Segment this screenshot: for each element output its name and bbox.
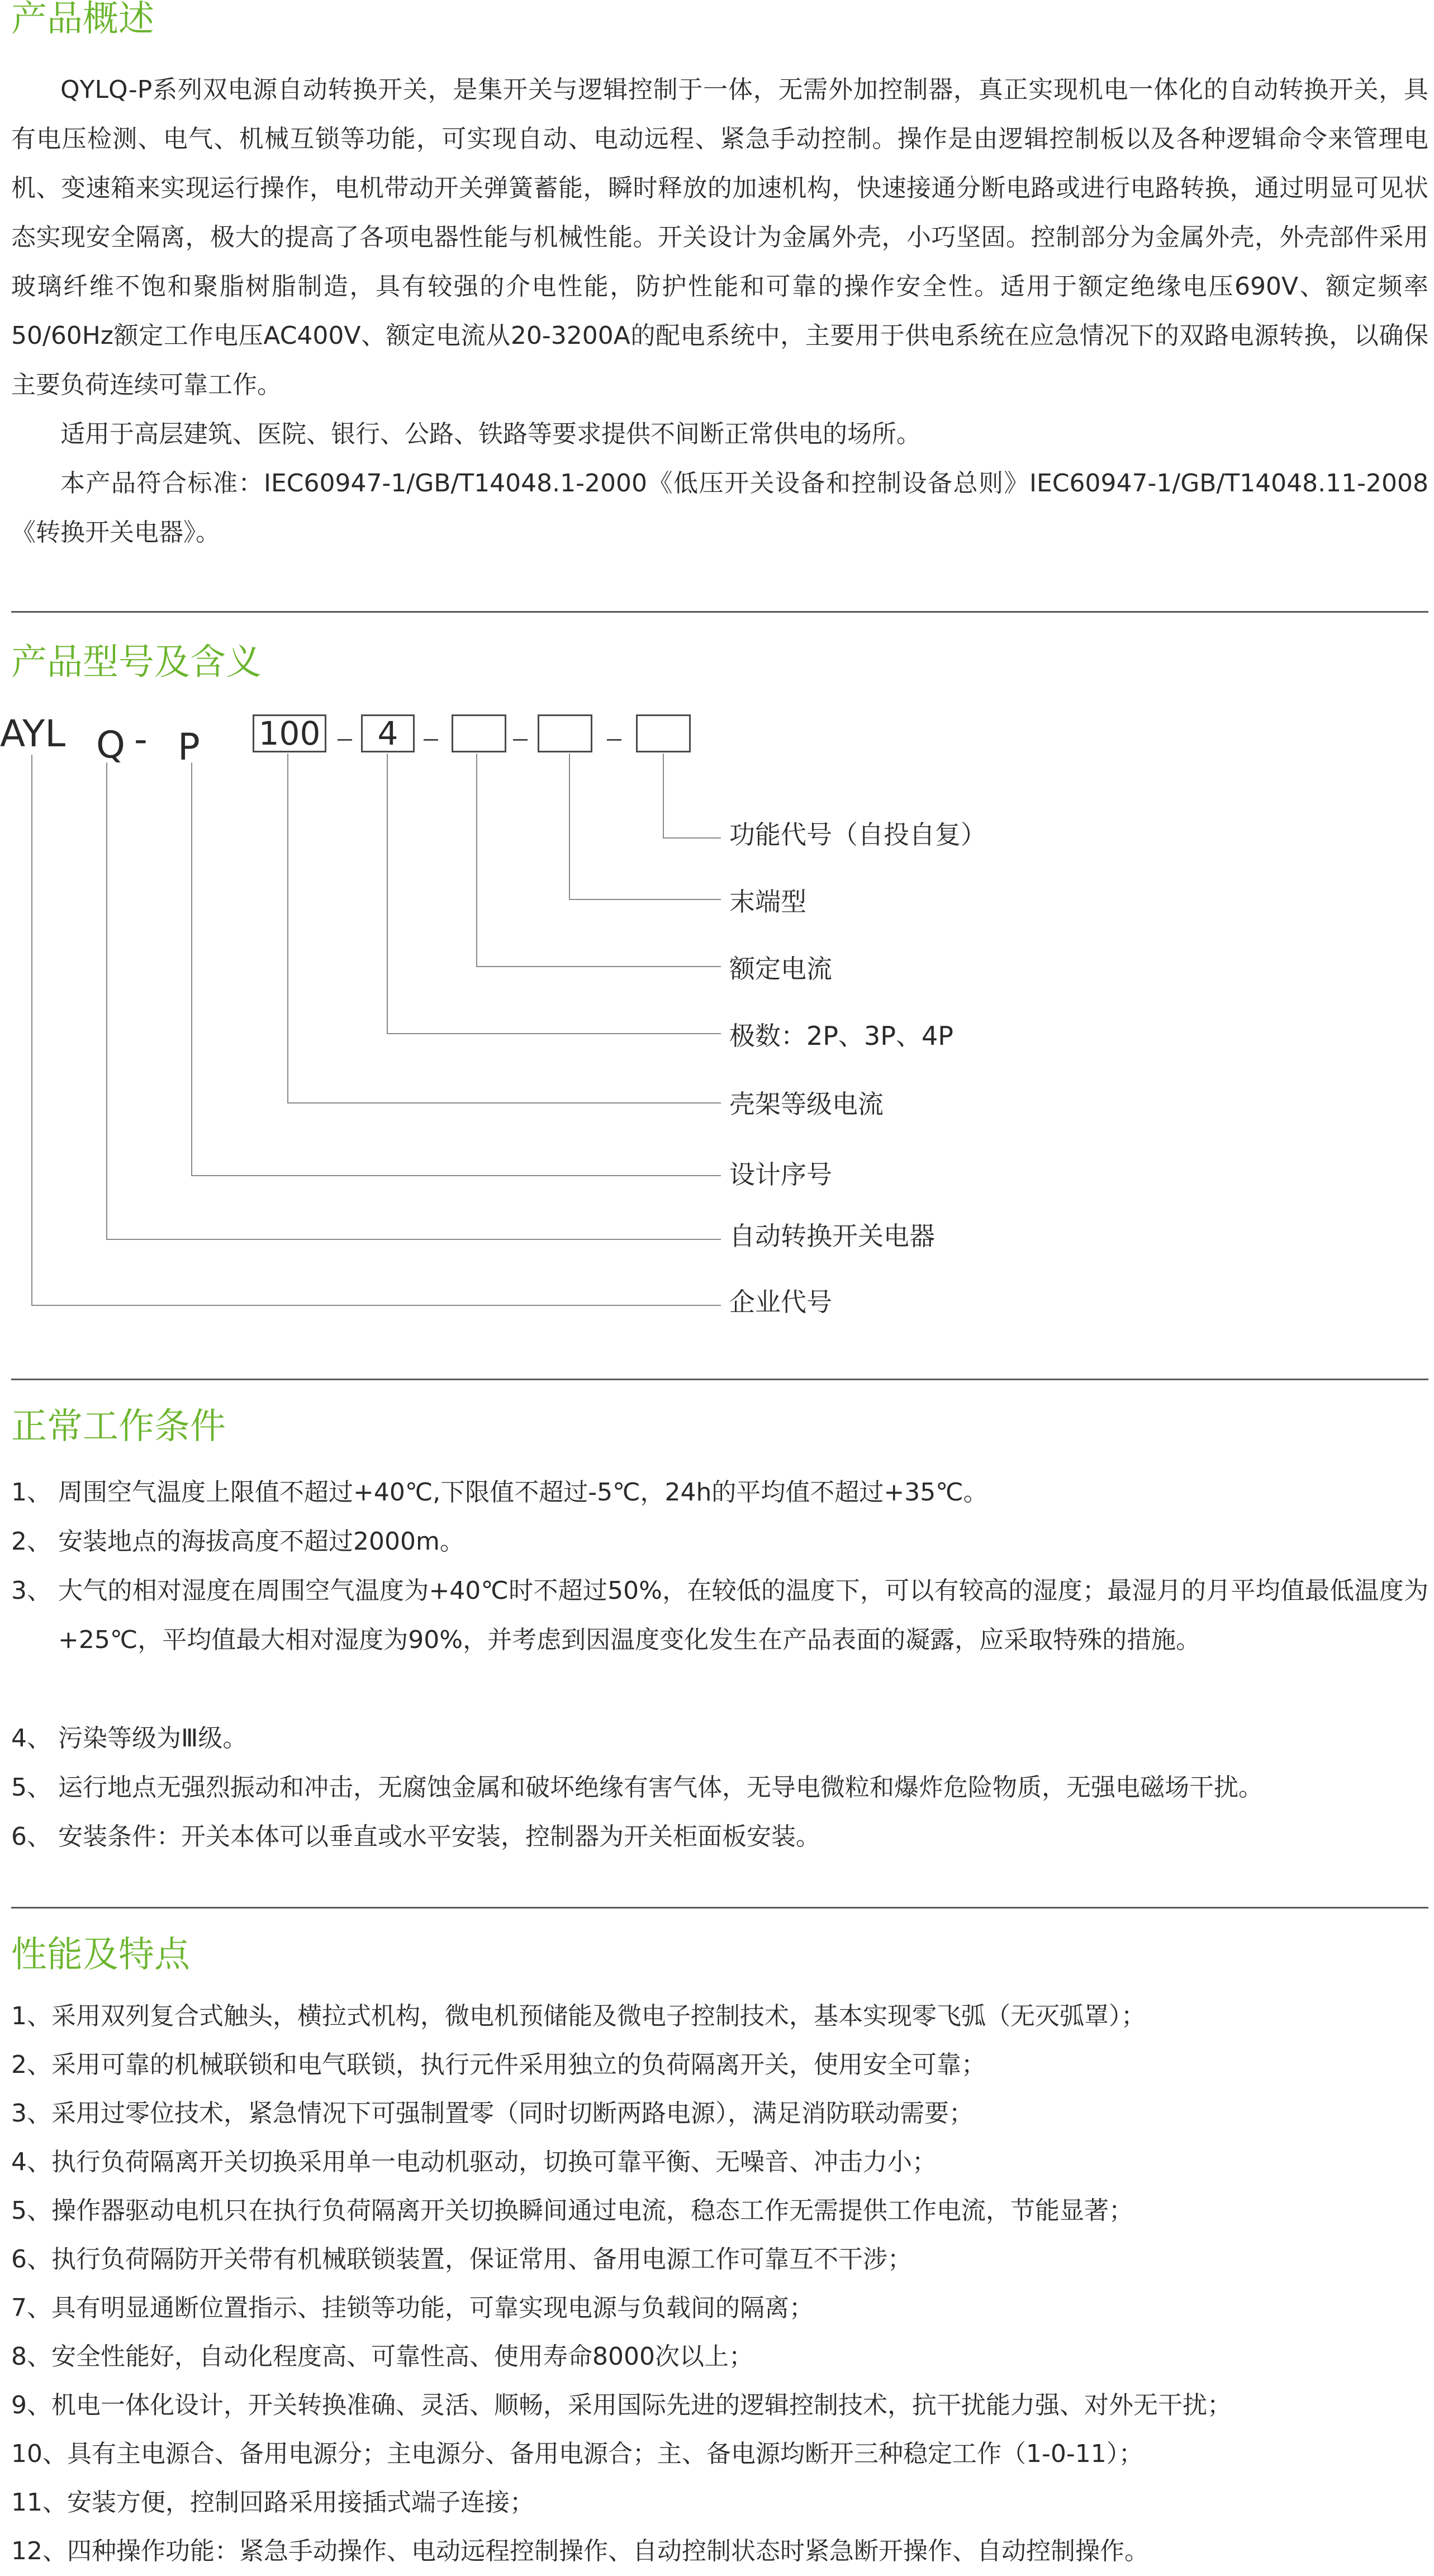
- code-q: Q: [96, 723, 125, 766]
- leader-company-v: [31, 755, 32, 1305]
- leader-terminal-h: [569, 899, 721, 900]
- feature-item: 6、执行负荷隔防开关带有机械联锁装置，保证常用、备用电源工作可靠互不干涉；: [11, 2245, 912, 2274]
- label-frame-current: 壳架等级电流: [729, 1089, 884, 1119]
- leader-terminal-v: [569, 754, 570, 899]
- label-poles: 极数：2P、3P、4P: [729, 1021, 954, 1051]
- section-title-overview: 产品概述: [11, 0, 154, 40]
- feature-item: 8、安全性能好，自动化程度高、可靠性高、使用寿命8000次以上；: [11, 2342, 753, 2371]
- section-divider: [11, 1379, 1428, 1380]
- feature-item: 11、安装方便，控制回路采用接插式端子连接；: [11, 2488, 534, 2517]
- label-design-serial: 设计序号: [729, 1159, 832, 1190]
- feature-item: 1、采用双列复合式触头，横拉式机构，微电机预储能及微电子控制技术，基本实现零飞弧（无灭弧罩）；: [11, 2002, 1146, 2030]
- overview-paragraph-2: 适用于高层建筑、医院、银行、公路、铁路等要求提供不间断正常供电的场所。: [60, 420, 921, 448]
- code-dash-2: [424, 739, 438, 741]
- condition-item: 4、 污染等级为Ⅲ级。: [11, 1724, 248, 1753]
- code-box-rated-current: [452, 714, 506, 752]
- code-dash-3: [513, 739, 528, 741]
- leader-function-h: [663, 837, 721, 839]
- leader-frame-current-h: [287, 1102, 721, 1104]
- section-divider: [11, 1907, 1428, 1909]
- condition-item: 1、 周围空气温度上限值不超过+40℃,下限值不超过-5℃，24h的平均值不超过+35℃。: [11, 1478, 988, 1507]
- code-dash: -: [134, 718, 148, 761]
- overview-paragraph-3: 本产品符合标准：IEC60947-1/GB/T14048.1-2000《低压开关设备和控制设备总则》IEC60947-1/GB/T14048.11-2008《转换开关电器》。: [11, 469, 1428, 547]
- section-divider: [11, 611, 1428, 613]
- code-dash-4: [607, 739, 621, 741]
- leader-function-v: [663, 754, 664, 837]
- feature-item: 4、执行负荷隔离开关切换采用单一电动机驱动，切换可靠平衡、无噪音、冲击力小；: [11, 2148, 937, 2176]
- label-rated-current: 额定电流: [729, 954, 832, 984]
- section-title-model: 产品型号及含义: [11, 642, 262, 683]
- code-box-poles: 4: [361, 714, 415, 752]
- feature-item: 3、采用过零位技术，紧急情况下可强制置零（同时切断两路电源），满足消防联动需要；: [11, 2099, 974, 2128]
- code-box-function: [636, 714, 691, 752]
- label-function-code: 功能代号（自投自复）: [729, 820, 986, 850]
- leader-company-h: [31, 1305, 721, 1306]
- overview-paragraph-1: QYLQ-P系列双电源自动转换开关，是集开关与逻辑控制于一体，无需外加控制器，真正实现机电一体化的自动转换开关，具有电压检测、电气、机械互锁等功能，可实现自动、电动远程、紧急手动控制。操作是由逻辑控制板以及各种逻辑命令来管理电机、变速箱来实现运行操作，电机带动开关弹簧蓄能，瞬时释放的加速机构，快速接通分断电路或进行电路转换，通过明显可见状态实现安全隔离，极大的提高了各项电器性能与机械性能。开关设计为金属外壳，小巧坚固。控制部分为金属外壳，外壳部件采用玻璃纤维不饱和聚脂树脂制造，具有较强的介电性能，防护性能和可靠的操作安全性。适用于额定绝缘电压690V、额定频率50/60Hz额定工作电压AC400V、额定电流从20-3200A的配电系统中，主要用于供电系统在应急情况下的双路电源转换，以确保主要负荷连续可靠工作。: [11, 75, 1428, 399]
- code-prefix: AYL: [0, 712, 66, 755]
- condition-item: 3、 大气的相对湿度在周围空气温度为+40℃时不超过50%，在较低的温度下，可以有较高的湿度；最湿月的月平均值最低温度为+25℃，平均值最大相对湿度为90%，并考虑到因温度变化发生在产品表面的凝露，应采取特殊的措施。: [11, 1576, 1428, 1654]
- code-p: P: [178, 726, 200, 769]
- leader-poles-v: [387, 754, 388, 1033]
- code-box-terminal-type: [538, 714, 592, 752]
- leader-design-h: [191, 1175, 721, 1176]
- feature-item: 9、机电一体化设计，开关转换准确、灵活、顺畅，采用国际先进的逻辑控制技术，抗干扰能力强、对外无干扰；: [11, 2391, 1232, 2419]
- leader-ats-h: [106, 1239, 721, 1240]
- section-title-conditions: 正常工作条件: [11, 1406, 226, 1447]
- section-title-features: 性能及特点: [11, 1934, 190, 1976]
- condition-item: 6、 安装条件：开关本体可以垂直或水平安装，控制器为开关柜面板安装。: [11, 1822, 820, 1851]
- leader-poles-h: [387, 1033, 721, 1034]
- label-company-code: 企业代号: [729, 1287, 832, 1317]
- feature-item: 2、采用可靠的机械联锁和电气联锁，执行元件采用独立的负荷隔离开关，使用安全可靠；: [11, 2051, 986, 2079]
- leader-rated-current-h: [476, 966, 721, 967]
- feature-item: 12、四种操作功能：紧急手动操作、电动远程控制操作、自动控制状态时紧急断开操作、自动控制操作。: [11, 2537, 1149, 2565]
- feature-item: 5、操作器驱动电机只在执行负荷隔离开关切换瞬间通过电流，稳态工作无需提供工作电流，节能显著；: [11, 2196, 1133, 2225]
- condition-item: 5、 运行地点无强烈振动和冲击，无腐蚀金属和破坏绝缘有害气体，无导电微粒和爆炸危险物质，无强电磁场干扰。: [11, 1773, 1263, 1802]
- leader-design-v: [191, 763, 192, 1175]
- code-box-frame-current: 100: [253, 714, 326, 752]
- leader-frame-current-v: [287, 754, 288, 1102]
- leader-ats-v: [106, 763, 107, 1239]
- condition-item: 2、 安装地点的海拔高度不超过2000m。: [11, 1527, 464, 1556]
- feature-item: 7、具有明显通断位置指示、挂锁等功能，可靠实现电源与负载间的隔离；: [11, 2294, 814, 2322]
- label-ats-device: 自动转换开关电器: [729, 1221, 935, 1251]
- leader-rated-current-v: [476, 754, 477, 966]
- code-dash-1: [338, 739, 352, 741]
- feature-item: 10、具有主电源合、备用电源分；主电源分、备用电源合；主、备电源均断开三种稳定工作（1-0-11）；: [11, 2440, 1143, 2468]
- label-terminal-type: 末端型: [729, 887, 806, 917]
